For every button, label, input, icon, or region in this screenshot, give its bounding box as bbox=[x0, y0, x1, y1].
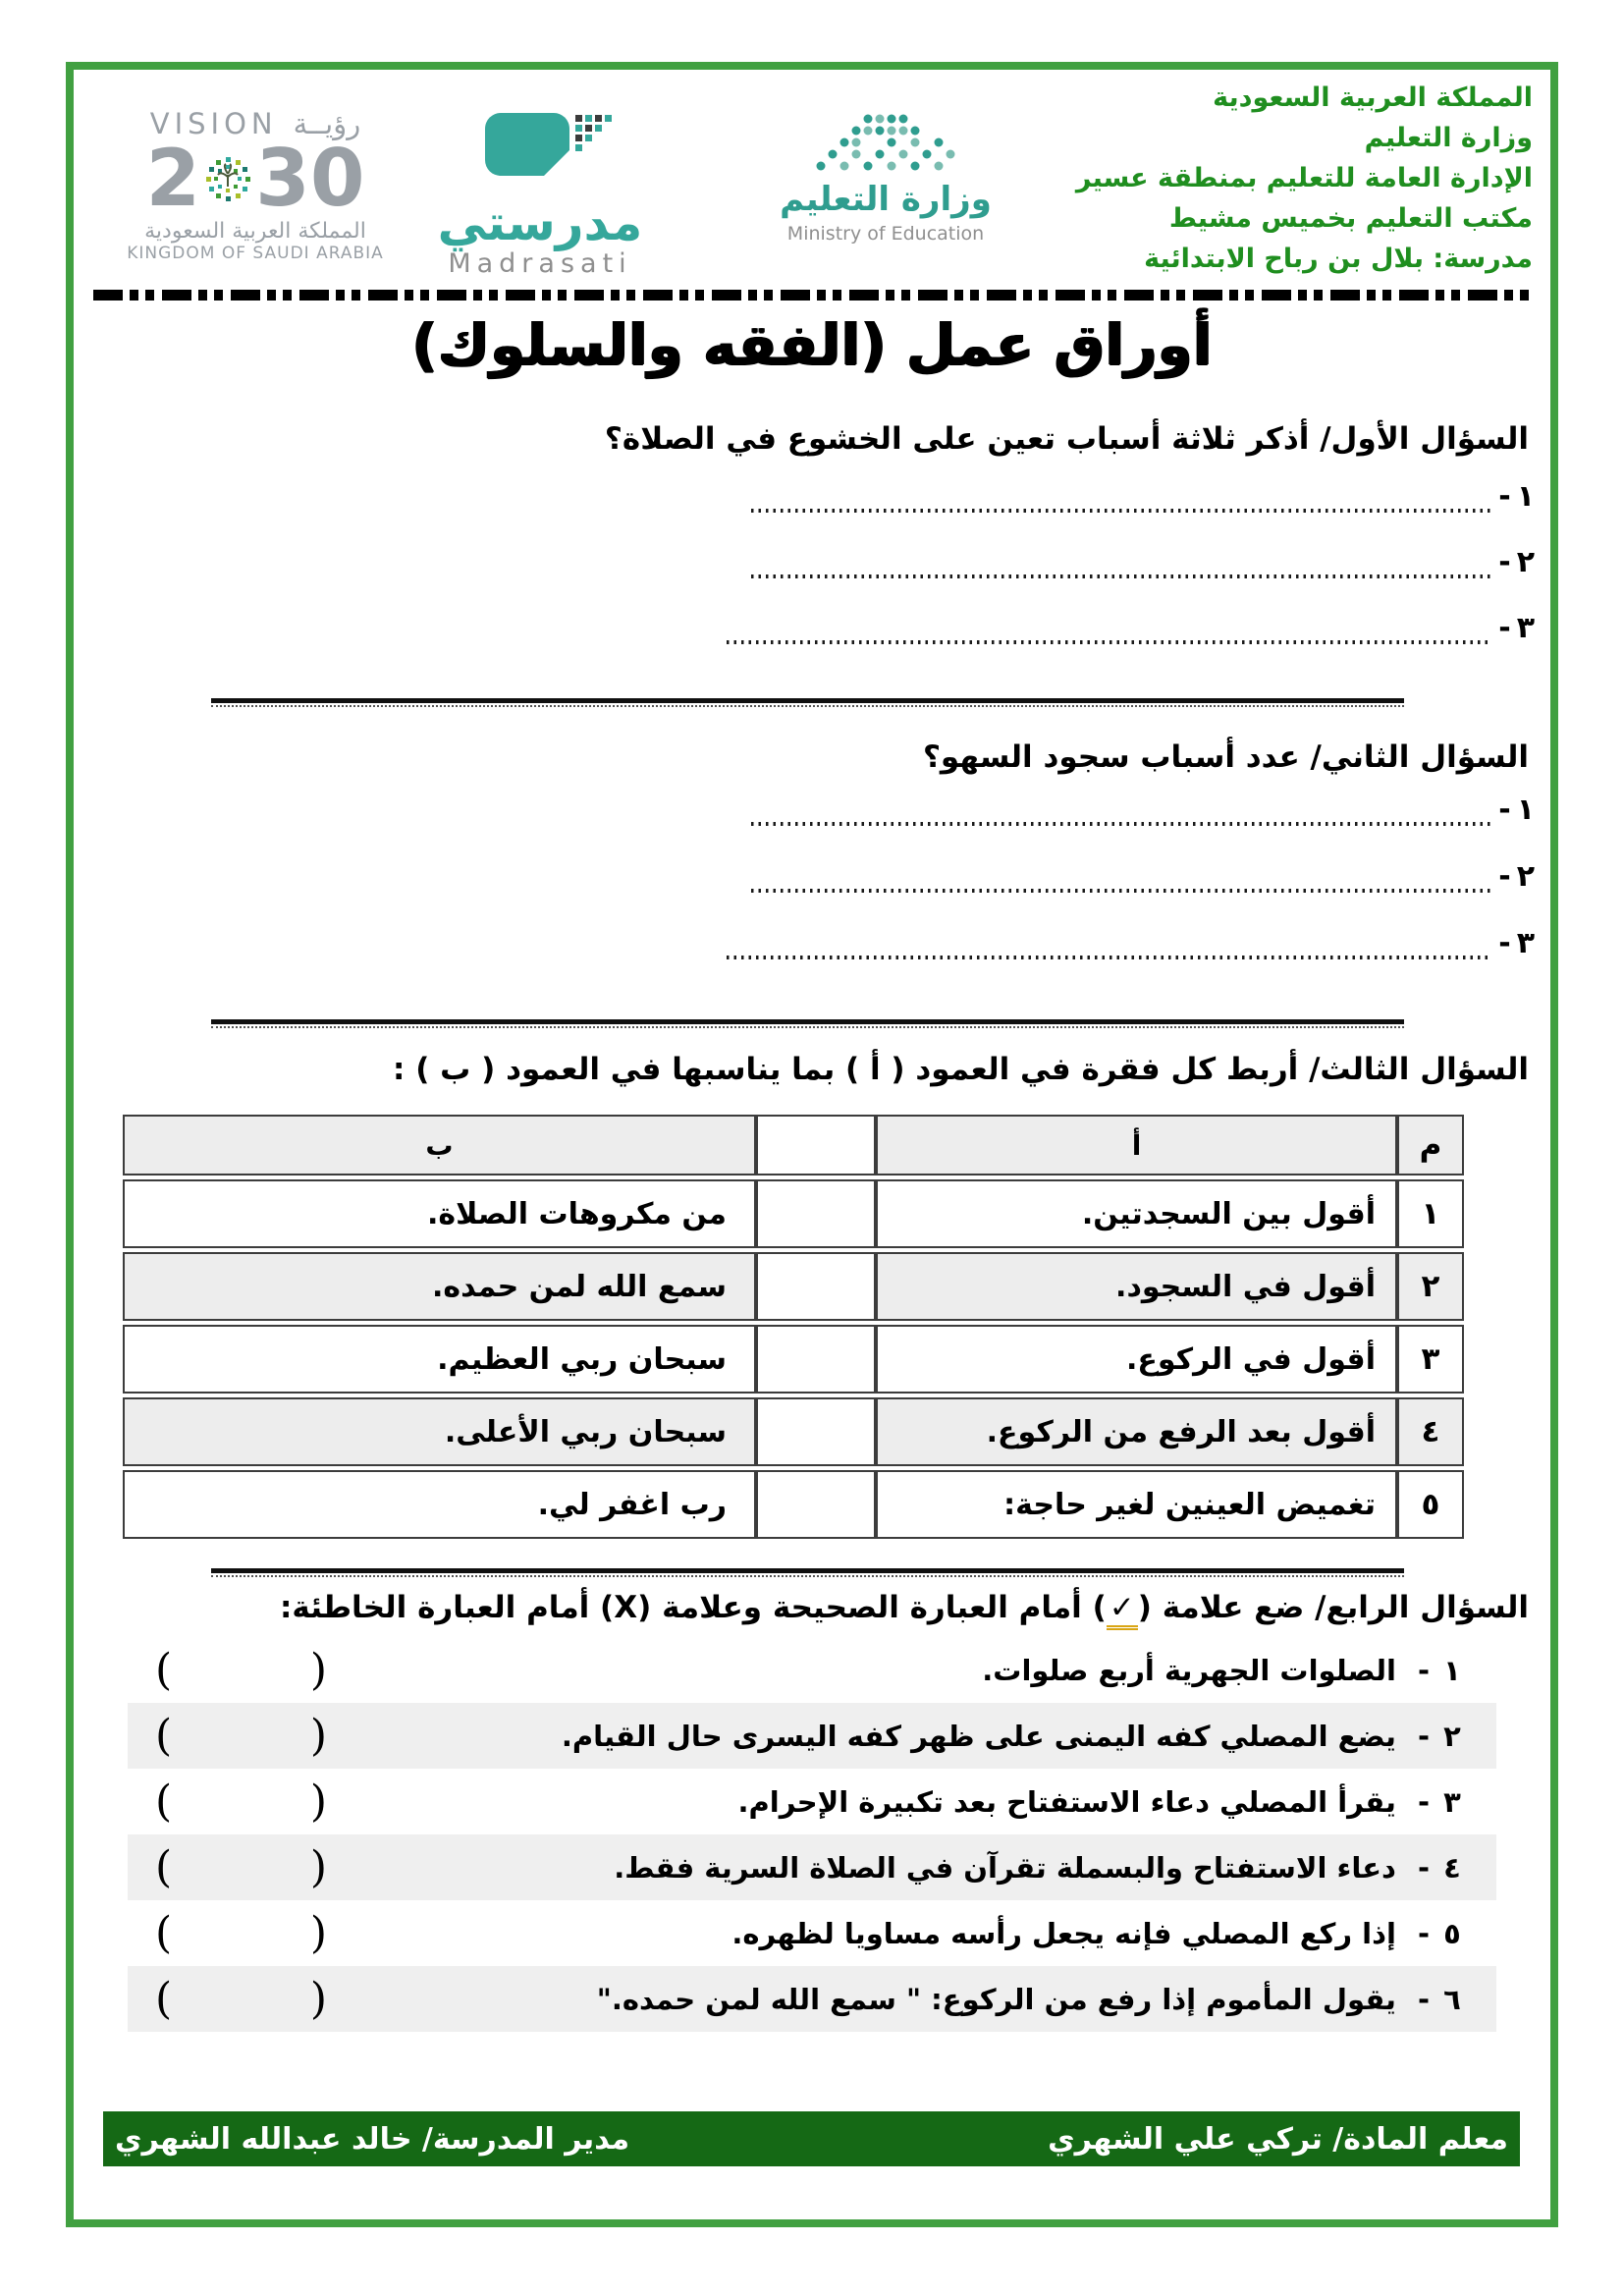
answer-line-dash: - bbox=[1498, 925, 1511, 960]
question2-heading: السؤال الثاني/ عدد أسباب سجود السهو؟ bbox=[922, 739, 1529, 775]
statement-row bbox=[128, 1769, 1496, 1834]
statement-dash: - bbox=[1417, 1850, 1430, 1885]
page-title: أوراق عمل (الفقه والسلوك) bbox=[411, 311, 1213, 378]
statement-text: الصلوات الجهرية أربع صلوات. bbox=[982, 1653, 1396, 1687]
answer-line-number: ٣ bbox=[1516, 610, 1535, 645]
gov-line: مدرسة: بلال بن رباح الابتدائية bbox=[1144, 244, 1533, 274]
answer-line-dash: - bbox=[1498, 478, 1511, 514]
answer-dotted-line bbox=[751, 509, 1492, 513]
close-paren: ) bbox=[309, 1777, 327, 1827]
question4-heading bbox=[113, 1590, 1529, 1625]
section-divider bbox=[211, 1568, 1404, 1573]
table-header-b: ب bbox=[123, 1115, 756, 1175]
vision-year bbox=[121, 133, 390, 224]
answer-line-row bbox=[727, 920, 1535, 965]
page-border-frame bbox=[66, 62, 1558, 2227]
statement-row bbox=[128, 1703, 1496, 1769]
statement-text: إذا ركع المصلي فإنه يجعل رأسه مساويا لظهره. bbox=[731, 1916, 1396, 1950]
answer-line-row bbox=[751, 853, 1535, 899]
madrasati-logo bbox=[398, 109, 682, 279]
statement-row bbox=[128, 1834, 1496, 1900]
gov-header-text bbox=[1076, 78, 1533, 279]
close-paren: ) bbox=[309, 1645, 327, 1695]
answer-dotted-line bbox=[727, 956, 1492, 959]
table-row bbox=[123, 1179, 1464, 1248]
madrasati-ar-label: مدرستي bbox=[437, 194, 643, 251]
moe-en-label: Ministry of Education bbox=[786, 223, 985, 245]
gov-line: مكتب التعليم بخميس مشيط bbox=[1168, 203, 1533, 234]
answer-parentheses bbox=[155, 1637, 327, 1703]
footer-bar bbox=[103, 2111, 1520, 2166]
column-b-cell: رب اغفر لي. bbox=[123, 1470, 756, 1539]
table-header-a: أ bbox=[876, 1115, 1397, 1175]
statement-text: يقول المأموم إذا رفع من الركوع: " سمع الله لمن حمده." bbox=[596, 1982, 1396, 2016]
table-row bbox=[123, 1325, 1464, 1394]
madrasati-en-label: Madrasati bbox=[448, 248, 632, 279]
answer-blank-cell bbox=[756, 1397, 876, 1466]
open-paren: ( bbox=[155, 1842, 173, 1892]
answer-dotted-line bbox=[751, 574, 1492, 578]
answer-line-dash: - bbox=[1498, 792, 1511, 827]
q4-text-middle: ) أمام العبارة الصحيحة وعلامة ( bbox=[637, 1590, 1107, 1625]
statement-number: ٦ bbox=[1443, 1982, 1461, 2016]
column-b-cell: سبحان ربي العظيم. bbox=[123, 1325, 756, 1394]
question1-heading: السؤال الأول/ أذكر ثلاثة أسباب تعين على الخشوع في الصلاة؟ bbox=[604, 421, 1529, 457]
column-a-cell: تغميض العينين لغير حاجة: bbox=[876, 1470, 1397, 1539]
answer-parentheses bbox=[155, 1769, 327, 1834]
statement-number: ١ bbox=[1443, 1653, 1461, 1687]
answer-parentheses bbox=[155, 1703, 327, 1769]
answer-line-row bbox=[751, 539, 1535, 584]
answer-parentheses bbox=[155, 1900, 327, 1966]
answer-blank-cell bbox=[756, 1179, 876, 1248]
column-a-cell: أقول في السجود. bbox=[876, 1252, 1397, 1321]
gov-line: وزارة التعليم bbox=[1364, 123, 1533, 153]
header-dashed-divider bbox=[93, 290, 1531, 301]
answer-parentheses bbox=[155, 1834, 327, 1900]
statement-text: يضع المصلي كفه اليمنى على ظهر كفه اليسرى حال القيام. bbox=[561, 1719, 1396, 1753]
answer-line-dash: - bbox=[1498, 610, 1511, 645]
table-header-num: م bbox=[1397, 1115, 1464, 1175]
vision-2030-logo bbox=[121, 107, 390, 263]
close-paren: ) bbox=[309, 1974, 327, 2024]
statement-dash: - bbox=[1417, 1982, 1430, 2016]
q4-text-prefix: السؤال الرابع/ ضع علامة ( bbox=[1137, 1590, 1529, 1625]
q4-text-suffix: ) أمام العبارة الخاطئة: bbox=[280, 1590, 615, 1625]
statement-number: ٣ bbox=[1443, 1784, 1461, 1819]
statement-text: دعاء الاستفتاح والبسملة تقرآن في الصلاة السرية فقط. bbox=[614, 1850, 1396, 1885]
answer-line-number: ١ bbox=[1516, 792, 1535, 827]
answer-line-dash: - bbox=[1498, 544, 1511, 579]
open-paren: ( bbox=[155, 1908, 173, 1958]
table-header-row bbox=[123, 1115, 1464, 1175]
column-b-cell: سمع الله لمن حمده. bbox=[123, 1252, 756, 1321]
close-paren: ) bbox=[309, 1908, 327, 1958]
answer-blank-cell bbox=[756, 1325, 876, 1394]
row-number-cell: ٥ bbox=[1397, 1470, 1464, 1539]
answer-line-number: ٢ bbox=[1516, 858, 1535, 894]
row-number-cell: ١ bbox=[1397, 1179, 1464, 1248]
matching-table bbox=[123, 1111, 1464, 1543]
statement-row bbox=[128, 1637, 1496, 1703]
vision-country-ar: المملكة العربية السعودية bbox=[144, 219, 366, 244]
question3-heading: السؤال الثالث/ أربط كل فقرة في العمود ( أ ) بما يناسبها في العمود ( ب ) : bbox=[393, 1052, 1529, 1087]
statement-dash: - bbox=[1417, 1719, 1430, 1753]
moe-dots-icon bbox=[799, 111, 972, 176]
table-header-blank bbox=[756, 1115, 876, 1175]
statement-number: ٥ bbox=[1443, 1916, 1461, 1950]
vision-year-2: 2 bbox=[145, 133, 201, 224]
statement-dash: - bbox=[1417, 1784, 1430, 1819]
statement-number: ٤ bbox=[1443, 1850, 1461, 1885]
table-row bbox=[123, 1470, 1464, 1539]
answer-line-row bbox=[727, 605, 1535, 650]
statement-text: يقرأ المصلي دعاء الاستفتاح بعد تكبيرة الإحرام. bbox=[737, 1784, 1396, 1819]
answer-line-number: ٣ bbox=[1516, 925, 1535, 960]
column-b-cell: من مكروهات الصلاة. bbox=[123, 1179, 756, 1248]
vision-ar-label: رؤيــة bbox=[293, 107, 361, 140]
answer-dotted-line bbox=[751, 822, 1492, 826]
statement-dash: - bbox=[1417, 1916, 1430, 1950]
principal-name: مدير المدرسة/ خالد عبدالله الشهري bbox=[115, 2121, 630, 2157]
answer-dotted-line bbox=[727, 640, 1492, 644]
column-a-cell: أقول في الركوع. bbox=[876, 1325, 1397, 1394]
check-mark: ✓ bbox=[1107, 1590, 1138, 1630]
vision-year-30: 30 bbox=[255, 133, 365, 224]
open-paren: ( bbox=[155, 1711, 173, 1761]
close-paren: ) bbox=[309, 1842, 327, 1892]
answer-line-row bbox=[751, 787, 1535, 832]
table-row bbox=[123, 1397, 1464, 1466]
open-paren: ( bbox=[155, 1645, 173, 1695]
column-a-cell: أقول بعد الرفع من الركوع. bbox=[876, 1397, 1397, 1466]
madrasati-bubble-icon bbox=[461, 109, 619, 193]
table-row bbox=[123, 1252, 1464, 1321]
teacher-name: معلم المادة/ تركي علي الشهري bbox=[1048, 2121, 1508, 2157]
column-b-cell: سبحان ربي الأعلى. bbox=[123, 1397, 756, 1466]
vision-en-label: VISION bbox=[149, 107, 278, 140]
close-paren: ) bbox=[309, 1711, 327, 1761]
moe-ar-label: وزارة التعليم bbox=[780, 180, 992, 219]
answer-blank-cell bbox=[756, 1470, 876, 1539]
answer-blank-cell bbox=[756, 1252, 876, 1321]
answer-dotted-line bbox=[751, 889, 1492, 893]
answer-line-number: ٢ bbox=[1516, 544, 1535, 579]
section-divider bbox=[211, 698, 1404, 703]
answer-line-number: ١ bbox=[1516, 478, 1535, 514]
palm-emblem-icon bbox=[200, 151, 255, 206]
gov-line: الإدارة العامة للتعليم بمنطقة عسير bbox=[1075, 163, 1533, 193]
statement-dash: - bbox=[1417, 1653, 1430, 1687]
open-paren: ( bbox=[155, 1974, 173, 2024]
x-mark: X bbox=[614, 1590, 638, 1625]
statement-number: ٢ bbox=[1443, 1719, 1461, 1753]
gov-line: المملكة العربية السعودية bbox=[1213, 82, 1533, 113]
answer-line-dash: - bbox=[1498, 858, 1511, 894]
column-a-cell: أقول بين السجدتين. bbox=[876, 1179, 1397, 1248]
row-number-cell: ٤ bbox=[1397, 1397, 1464, 1466]
statement-row bbox=[128, 1900, 1496, 1966]
row-number-cell: ٣ bbox=[1397, 1325, 1464, 1394]
statement-row bbox=[128, 1966, 1496, 2032]
section-divider bbox=[211, 1019, 1404, 1024]
ministry-of-education-logo bbox=[733, 111, 1038, 245]
row-number-cell: ٢ bbox=[1397, 1252, 1464, 1321]
answer-parentheses bbox=[155, 1966, 327, 2032]
open-paren: ( bbox=[155, 1777, 173, 1827]
vision-country-en: KINGDOM OF SAUDI ARABIA bbox=[127, 244, 384, 263]
answer-line-row bbox=[751, 473, 1535, 519]
